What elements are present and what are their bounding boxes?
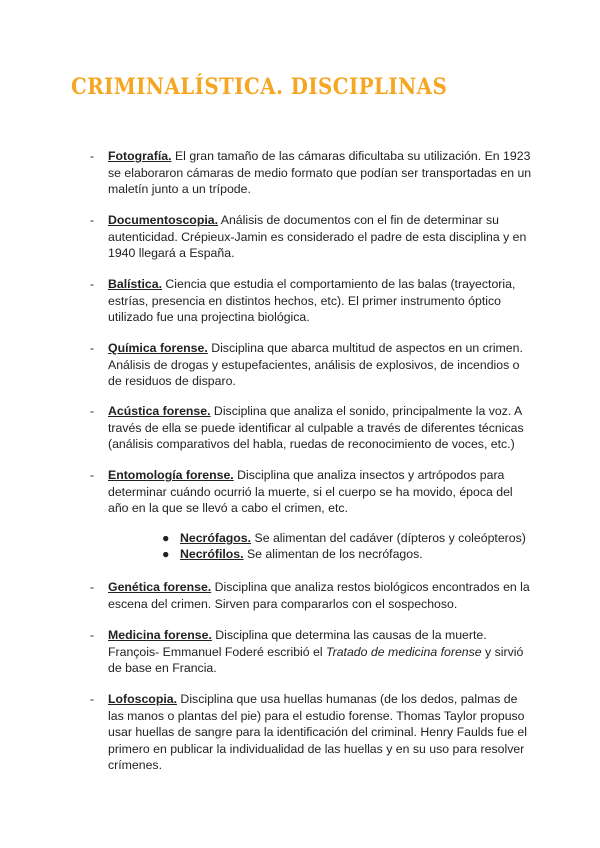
sub-list-item-necrofagos xyxy=(162,530,542,547)
round-bullet: ● xyxy=(162,547,170,561)
list-item-genetica-forense xyxy=(90,579,535,612)
dash-bullet: - xyxy=(90,580,95,594)
list-item-documentoscopia xyxy=(90,212,535,262)
list-item-fotografia xyxy=(90,148,535,198)
item-term: Fotografía. xyxy=(108,149,172,163)
dash-bullet: - xyxy=(90,277,95,291)
item-text: Disciplina que analiza insectos y artrópodos para determinar cuándo ocurrió la muerte, si el cuerpo se ha movido, época del año en la que se llevó a cabo el crimen, etc. xyxy=(108,468,513,515)
item-text: El gran tamaño de las cámaras dificultaba su utilización. En 1923 se elaboraron cámaras de medio formato que podían ser transportadas en un maletín junto a un trípode. xyxy=(108,149,532,196)
dash-bullet: - xyxy=(90,628,95,642)
item-term: Entomología forense. xyxy=(108,468,234,482)
item-term: Química forense. xyxy=(108,341,208,355)
dash-bullet: - xyxy=(90,149,95,163)
item-term: Acústica forense. xyxy=(108,404,211,418)
list-item-lofoscopia xyxy=(90,691,535,774)
list-item-medicina-forense xyxy=(90,627,535,677)
item-text: Disciplina que determina las causas de la muerte. François- Emmanuel Foderé escribió el xyxy=(108,628,487,659)
round-bullet: ● xyxy=(162,531,170,545)
list-item-entomologia-forense xyxy=(90,467,535,517)
book-title: Tratado de medicina forense xyxy=(326,644,482,659)
dash-bullet: - xyxy=(90,341,95,355)
item-term: Balística. xyxy=(108,277,162,291)
item-term: Documentoscopia. xyxy=(108,213,219,227)
dash-bullet: - xyxy=(90,692,95,706)
item-text: Ciencia que estudia el comportamiento de las balas (trayectoria, estrías, presencia en distintos hechos, etc). El primer instrumento óptico utilizado fue una projectina biológica. xyxy=(108,277,516,324)
page-title: CRIMINALÍSTICA. DISCIPLINAS xyxy=(71,74,448,100)
list-item-acustica-forense xyxy=(90,403,535,453)
item-text: Disciplina que abarca multitud de aspectos en un crimen. Análisis de drogas y estupefacientes, análisis de explosivos, de incendios o de residuos de disparo. xyxy=(108,341,523,388)
item-text: Disciplina que usa huellas humanas (de los dedos, palmas de las manos o plantas del pie) para el estudio forense. Thomas Taylor propuso usar huellas de sangre para la identificación del criminal. Henry Faulds fue el primero en publicar la individualidad de las huellas y en su uso para resolver crímenes. xyxy=(108,692,528,772)
dash-bullet: - xyxy=(90,468,95,482)
item-term: Lofoscopia. xyxy=(108,692,178,706)
item-text: y sirvió de base en Francia. xyxy=(108,644,524,675)
item-term: Necrófilos. xyxy=(180,547,244,561)
list-item-quimica-forense xyxy=(90,340,535,390)
item-text: Disciplina que analiza el sonido, principalmente la voz. A través de ella se puede identificar al culpable a través de diferentes técnicas (análisis comparativos del habla, ruedas de reconocimiento de voces, etc.) xyxy=(108,404,524,451)
item-term: Necrófagos. xyxy=(180,531,252,545)
list-item-balistica xyxy=(90,276,535,326)
sub-list-item-necrofilos xyxy=(162,546,542,563)
item-term: Genética forense. xyxy=(108,580,212,594)
dash-bullet: - xyxy=(90,404,95,418)
item-text: Análisis de documentos con el fin de determinar su autenticidad. Crépieux-Jamin es considerado el padre de esta disciplina y en 1940 llegará a España. xyxy=(108,213,527,260)
item-text: Se alimentan de los necrófagos. xyxy=(243,547,423,561)
dash-bullet: - xyxy=(90,213,95,227)
item-term: Medicina forense. xyxy=(108,628,212,642)
item-text: Se alimentan del cadáver (dípteros y coleópteros) xyxy=(251,531,526,545)
item-text: Disciplina que analiza restos biológicos encontrados en la escena del crimen. Sirven para compararlos con el sospechoso. xyxy=(108,580,530,611)
